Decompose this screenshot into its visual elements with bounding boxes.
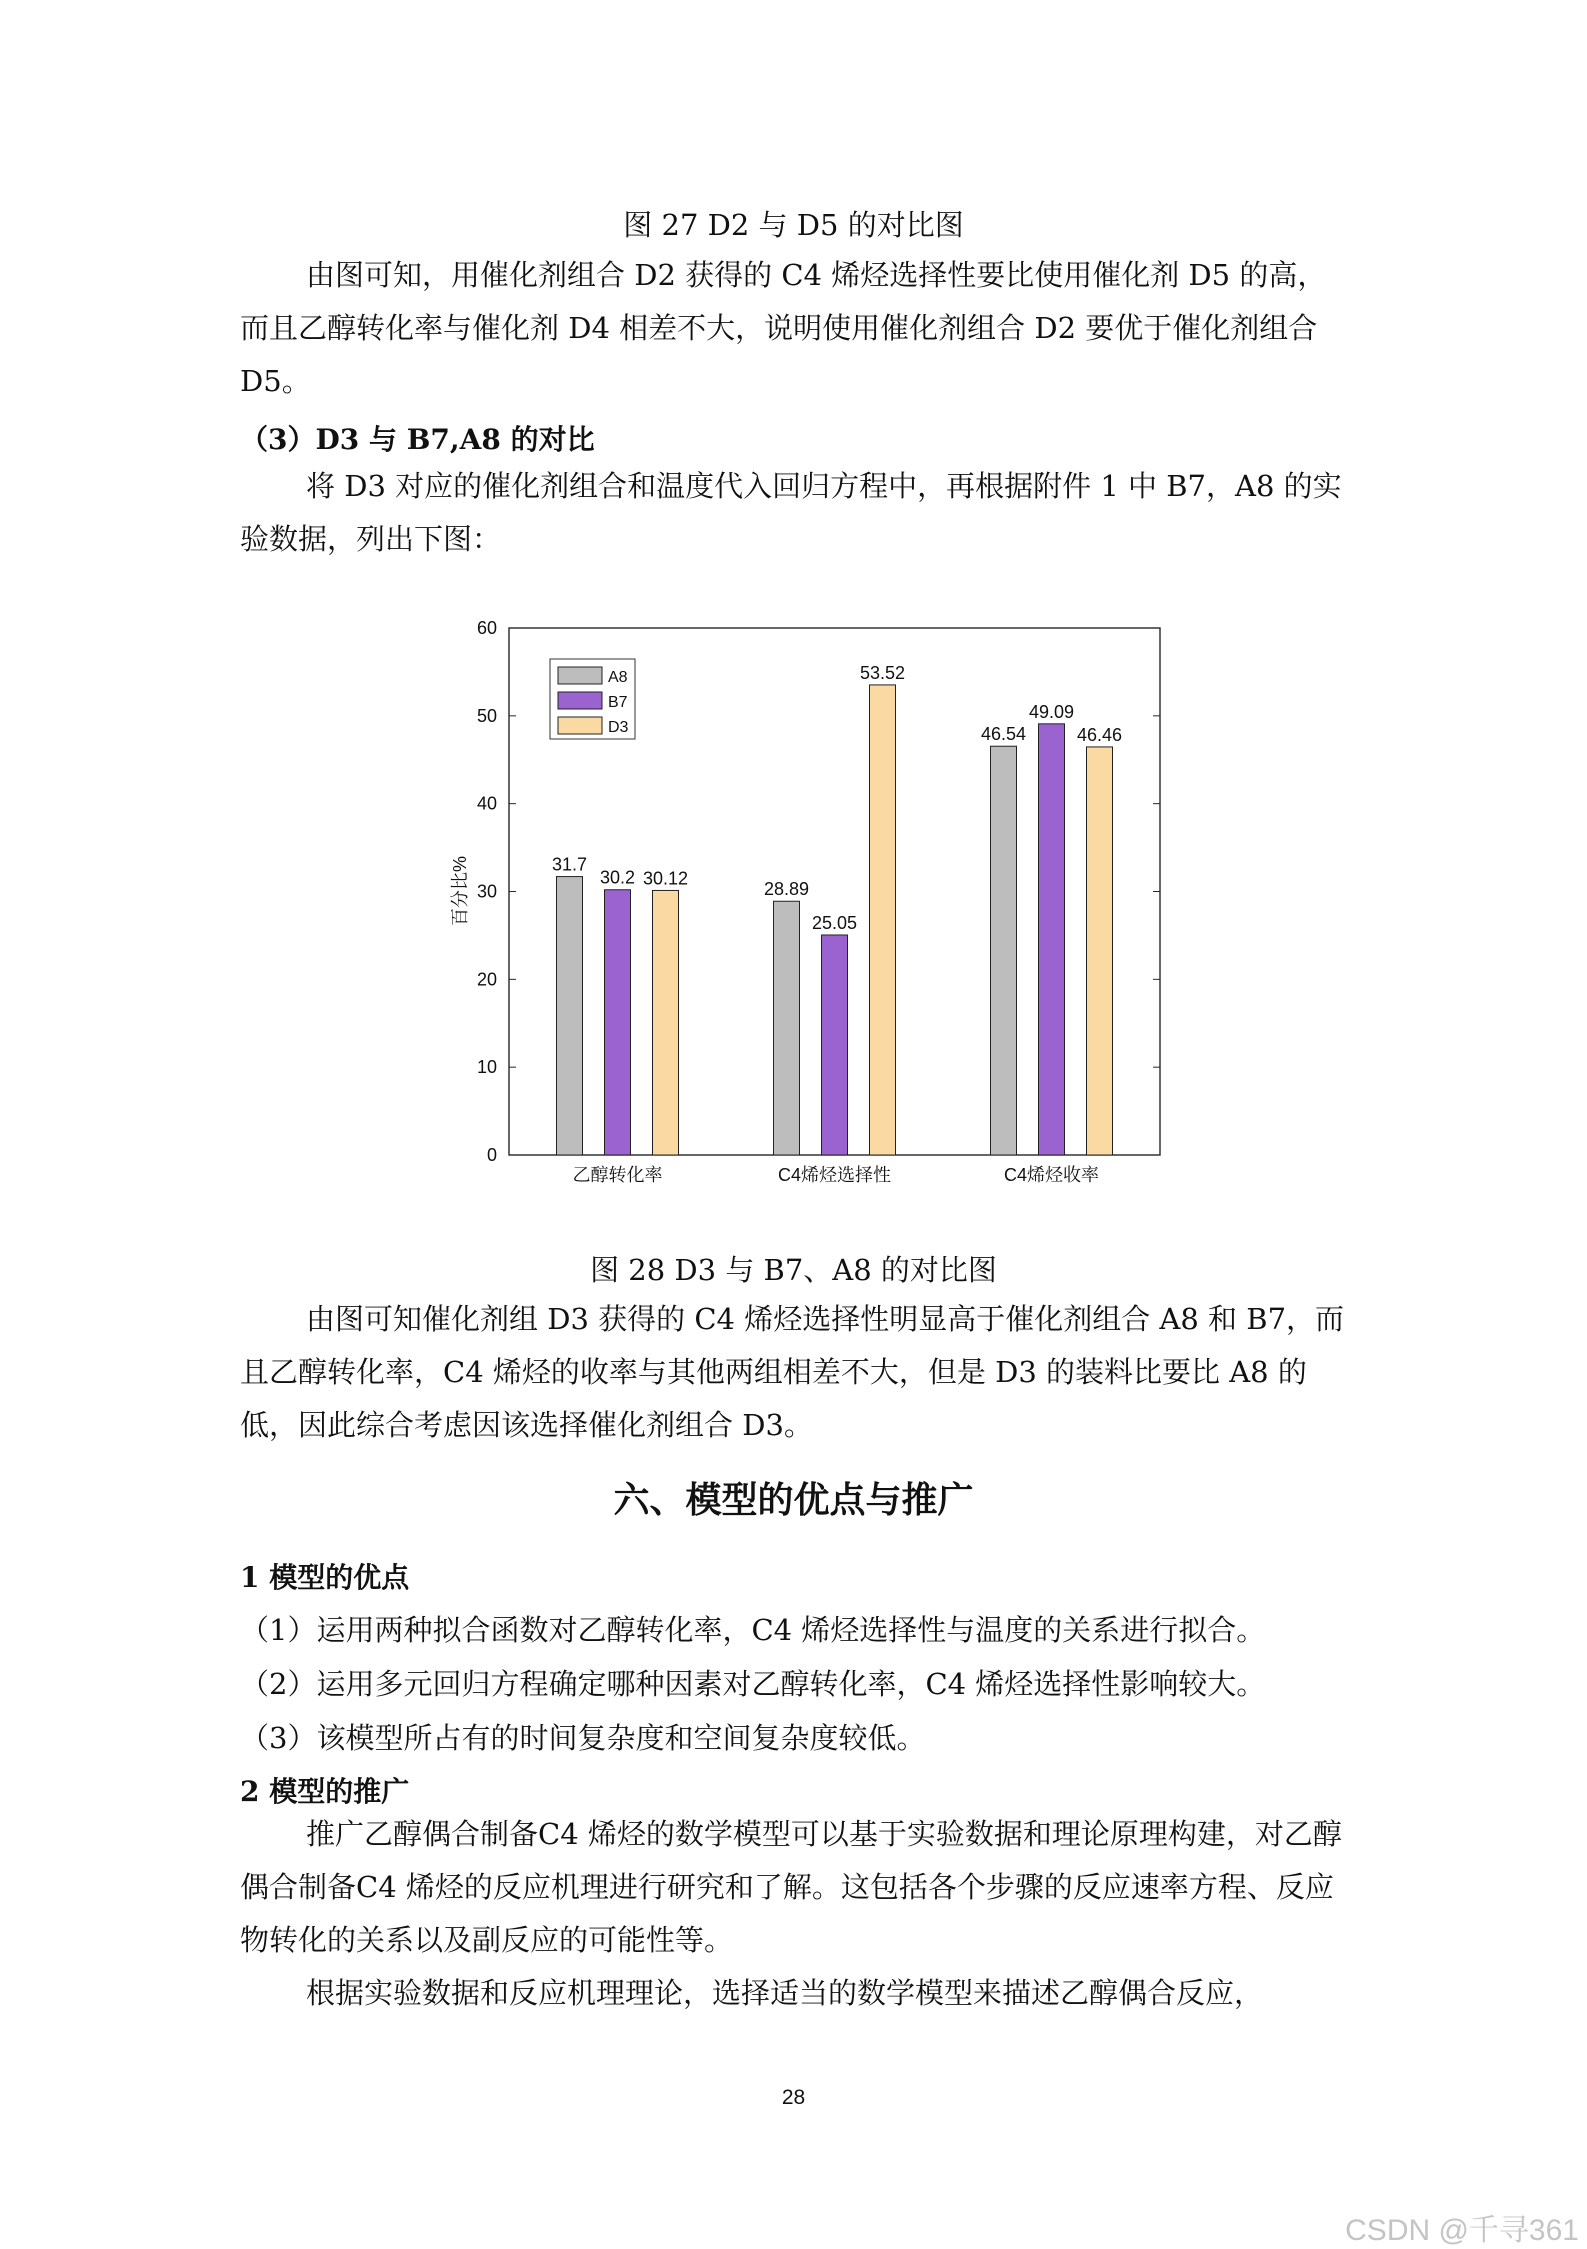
legend-swatch-B7 <box>558 692 602 709</box>
subheading-d3-comparison: （3）D3 与 B7,A8 的对比 <box>240 423 595 456</box>
legend-label-D3: D3 <box>608 719 629 736</box>
x-tick-label: C4烯烃选择性 <box>777 1165 892 1185</box>
paragraph-d2-d5-conclusion: 由图可知，用催化剂组合 D2 获得的 C4 烯烃选择性要比使用催化剂 D5 的高，而且乙醇转化率与催化剂 D4 相差不大，说明使用催化剂组合 D2 要优于催化剂组合 D5。 <box>240 258 1327 398</box>
bar-D3-0 <box>653 890 679 1155</box>
bar-A8-0 <box>557 877 583 1155</box>
paragraph-extension-1: 推广乙醇偶合制备C4 烯烃的数学模型可以基于实验数据和理论原理构建，对乙醇偶合制备C4 烯烃的反应机理进行研究和了解。这包括各个步骤的反应速率方程、反应物转化的关系以及副反应的可能性等。 <box>240 1817 1342 1957</box>
bar-A8-2 <box>991 746 1017 1155</box>
y-tick-label: 60 <box>476 618 497 638</box>
bar-B7-0 <box>605 890 631 1155</box>
subheading-extension: 2 模型的推广 <box>240 1775 410 1808</box>
y-tick-label: 40 <box>476 793 497 814</box>
bar-A8-1 <box>774 901 800 1155</box>
paragraph-extension-2: 根据实验数据和反应机理理论，选择适当的数学模型来描述乙醇偶合反应， <box>306 1976 1264 2010</box>
data-label: 46.54 <box>980 724 1027 745</box>
advantage-item-1: （1）运用两种拟合函数对乙醇转化率，C4 烯烃选择性与温度的关系进行拟合。 <box>240 1613 1266 1647</box>
figure-28-caption: 图 28 D3 与 B7、A8 的对比图 <box>590 1253 997 1287</box>
data-label: 46.46 <box>1076 724 1123 745</box>
bar-D3-1 <box>870 685 896 1155</box>
y-tick-label: 0 <box>486 1145 497 1165</box>
page-number: 28 <box>781 2086 806 2109</box>
legend-label-A8: A8 <box>608 669 628 686</box>
legend <box>550 659 635 739</box>
subheading-advantages: 1 模型的优点 <box>240 1561 410 1594</box>
data-label: 49.09 <box>1028 701 1075 722</box>
figure-27-caption: 图 27 D2 与 D5 的对比图 <box>623 208 964 242</box>
y-axis-label: 百分比% <box>450 855 470 927</box>
bar-B7-2 <box>1039 724 1065 1155</box>
legend-swatch-A8 <box>558 667 602 684</box>
section-6-title: 六、模型的优点与推广 <box>613 1479 974 1521</box>
data-label: 30.12 <box>642 868 689 889</box>
paragraph-d3-conclusion: 由图可知催化剂组 D3 获得的 C4 烯烃选择性明显高于催化剂组合 A8 和 B7，而且乙醇转化率，C4 烯烃的收率与其他两组相差不大，但是 D3 的装料比要比 A8 的低，因此综合考虑因该选择催化剂组合 D3。 <box>240 1302 1345 1442</box>
y-tick-label: 50 <box>476 705 497 726</box>
legend-label-B7: B7 <box>608 694 628 711</box>
data-label: 28.89 <box>763 879 810 900</box>
advantage-item-2: （2）运用多元回归方程确定哪种因素对乙醇转化率，C4 烯烃选择性影响较大。 <box>240 1667 1266 1701</box>
data-label: 31.7 <box>551 854 588 875</box>
bar-B7-1 <box>822 935 848 1155</box>
watermark: CSDN @千寻361 <box>1345 2214 1579 2247</box>
x-tick-label: C4烯烃收率 <box>1003 1165 1100 1185</box>
data-label: 53.52 <box>859 662 906 683</box>
x-tick-label: 乙醇转化率 <box>572 1165 663 1185</box>
y-tick-label: 30 <box>476 881 497 902</box>
y-tick-label: 10 <box>476 1057 497 1078</box>
advantage-item-3: （3）该模型所占有的时间复杂度和空间复杂度较低。 <box>240 1721 926 1755</box>
data-label: 30.2 <box>599 867 636 888</box>
data-label: 25.05 <box>811 912 858 933</box>
bar-chart <box>430 615 1190 1190</box>
y-tick-label: 20 <box>476 969 497 990</box>
paragraph-d3-method: 将 D3 对应的催化剂组合和温度代入回归方程中，再根据附件 1 中 B7，A8 的实验数据，列出下图： <box>240 469 1342 556</box>
bar-D3-2 <box>1087 747 1113 1155</box>
legend-swatch-D3 <box>558 717 602 734</box>
